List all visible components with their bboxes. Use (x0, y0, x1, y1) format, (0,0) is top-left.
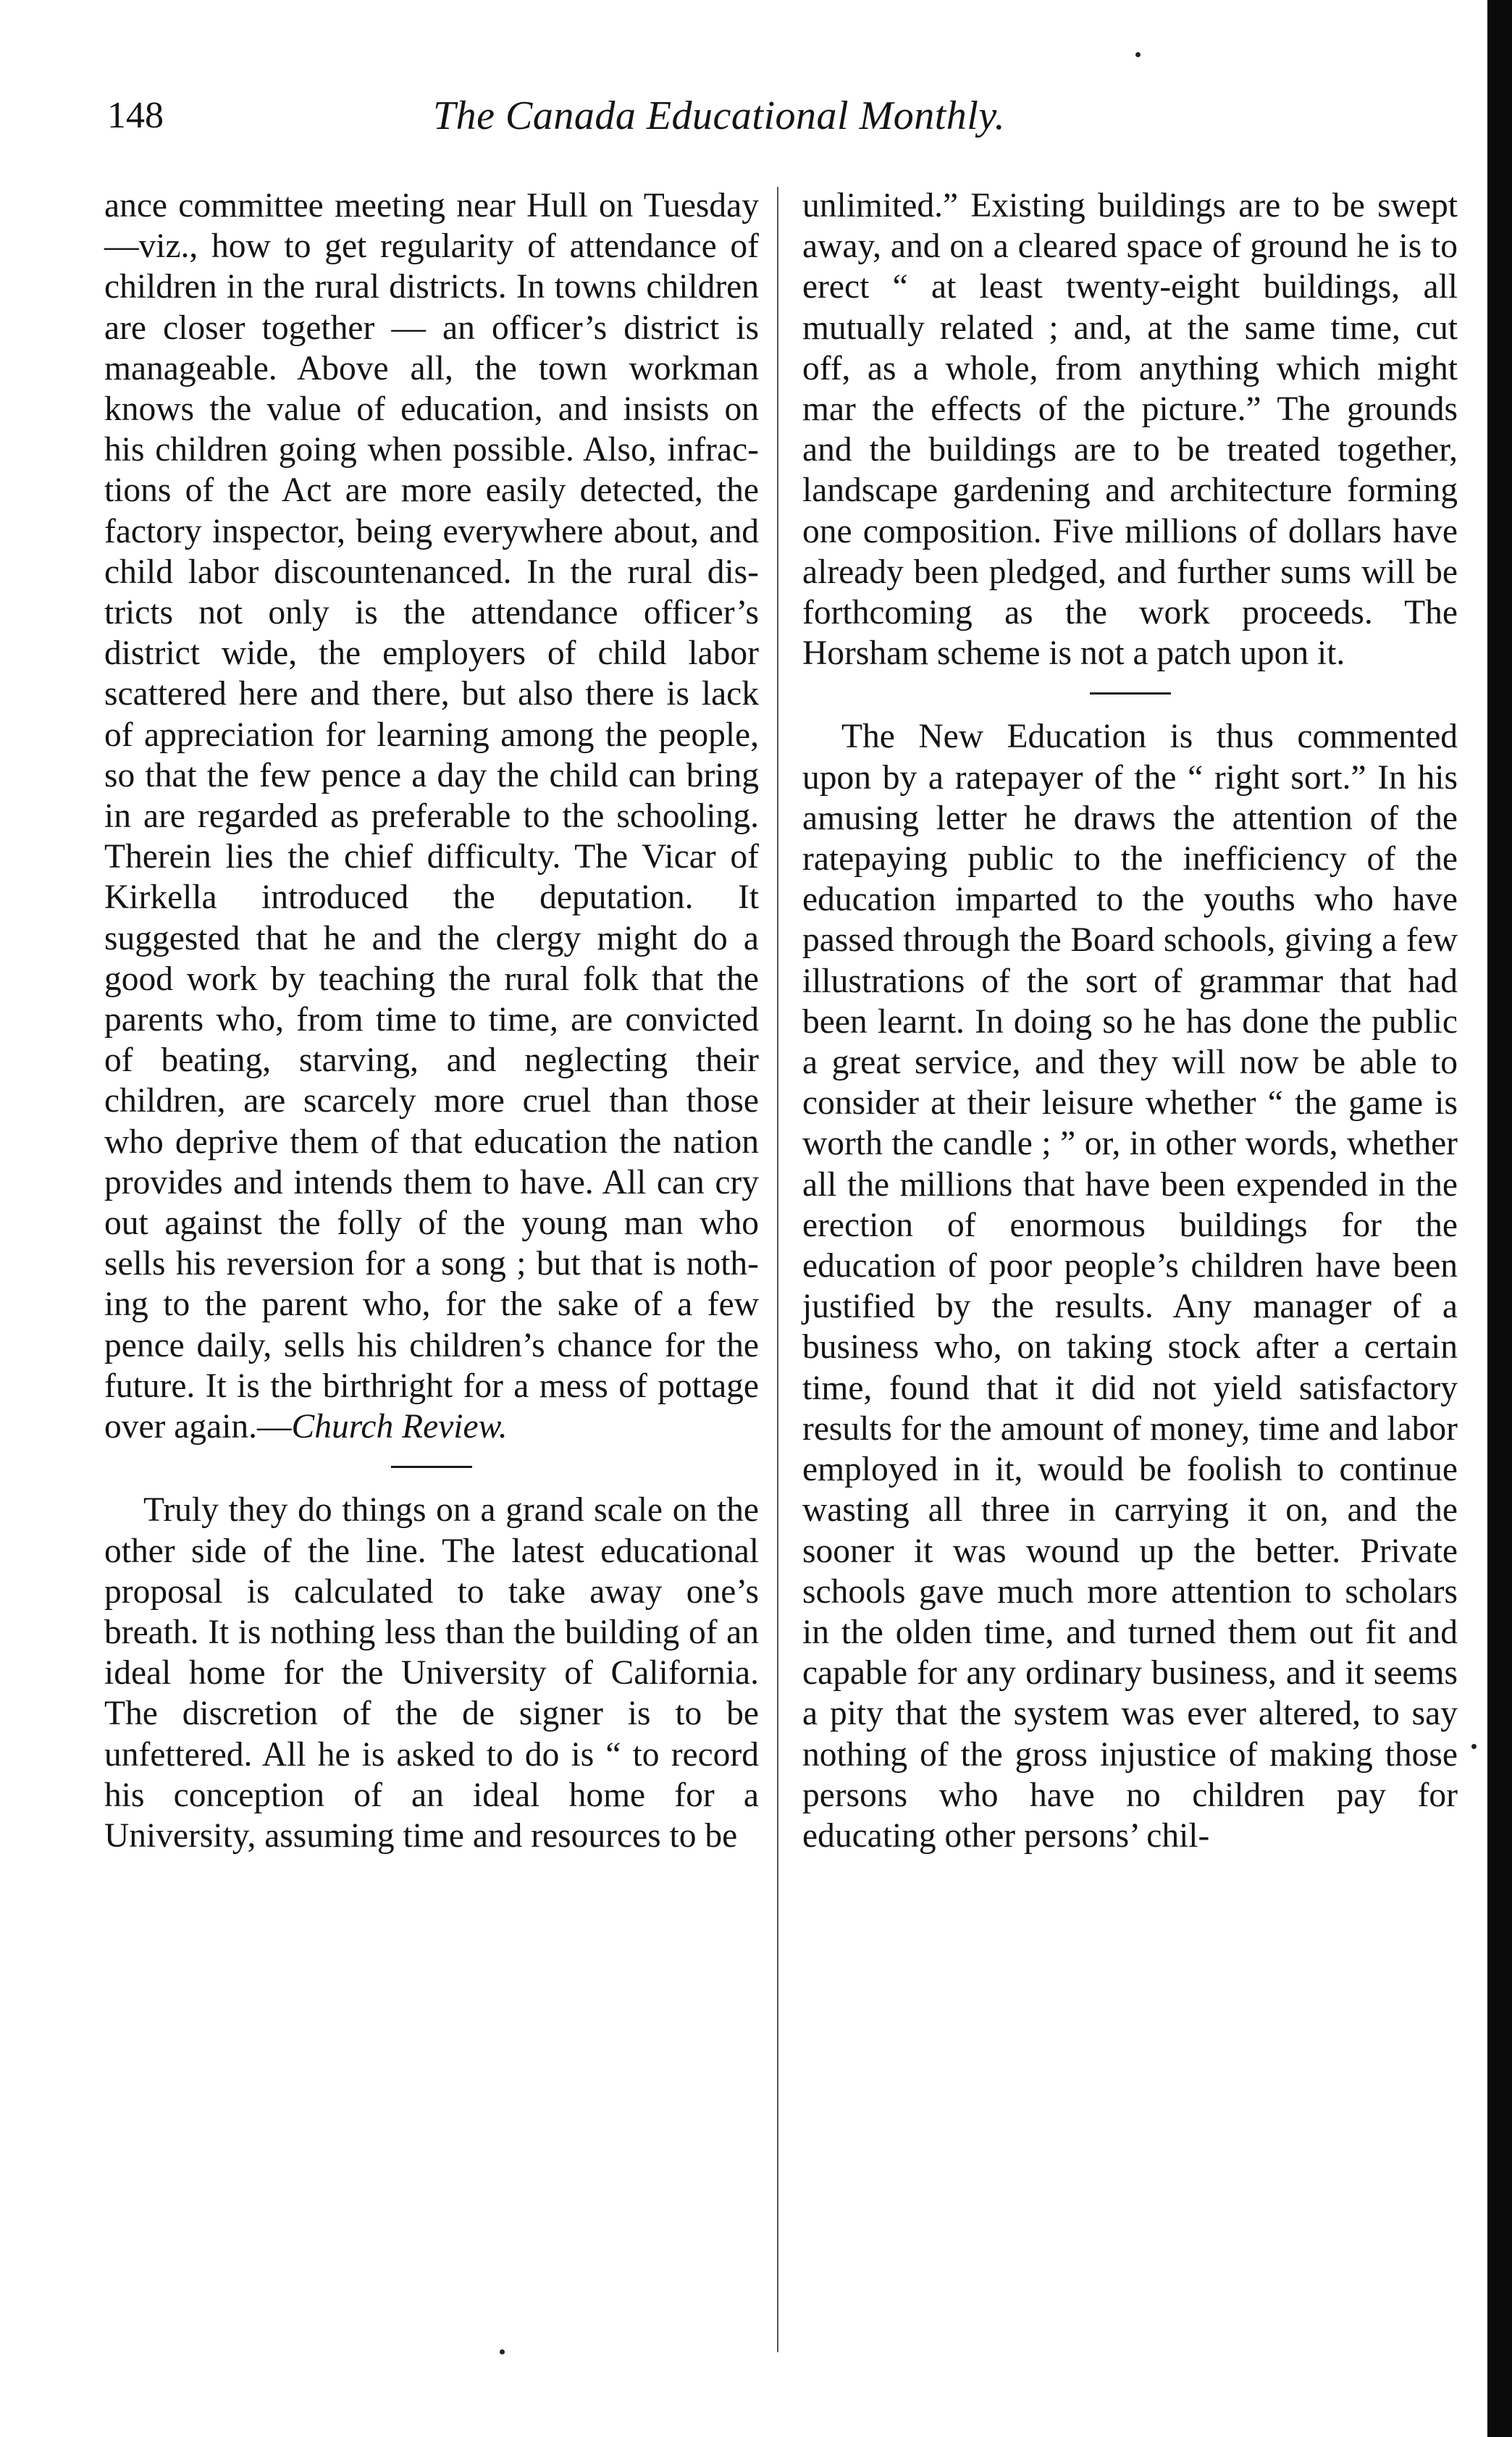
scan-edge-shadow (1487, 0, 1512, 2437)
scan-speck (1471, 1744, 1477, 1749)
section-rule (1090, 692, 1171, 695)
paragraph-university-continued: unlimited.” Existing buildings are to be swept away, and on a cleared space of ground he is to erect “ at least twenty-eight buildings, all mutually related ; and, at the same time, cut off, as a whole, from anything which might mar the effects of the picture.” The grounds and the buildings are to be treated together, landscape gardening and architecture forming one composition. Five millions of dollars have already been pledged, and further sums will be forthcoming as the work proceeds. The Horsham scheme is not a patch upon it. (802, 187, 1458, 673)
paragraph-attendance (104, 185, 759, 1447)
scan-speck (1135, 52, 1141, 57)
left-column (104, 185, 759, 1856)
paragraph-new-education: The New Education is thus commented upon by a ratepayer of the “ right sort.” In his amusing letter he draws the attention of the ratepaying public to the inefficiency of the education imparted to the youths who have passed through the Board schools, giving a few illustrations of the sort of grammar that had been learnt. In doing so he has done the public a great service, and they will now be able to consider at their leisure whether “ the game is worth the candle ; ” or, in other words, whether all the millions that have been expended in the erection of enormous buildings for the education of poor people’s children have been justified by the results. Any manager of a business who, on taking stock after a certain time, found that it did not yield satisfactory results for the amount of money, time and labor employed in it, would be foolish to continue wasting all three in carrying it on, and the sooner it was wound up the better. Private schools gave much more attention to scholars in the olden time, and turned them out fit and capable for any ordinary business, and it seems a pity that the system was ever altered, to say nothing of the gross injustice of making those persons who have no children pay for educating other persons’ chil- (802, 718, 1458, 1855)
paragraph-california: Truly they do things on a grand scale on the other side of the line. The latest educational proposal is calculated to take away one’s breath. It is nothing less than the building of an ideal home for the University of California. The discretion of the de signer is to be unfettered. All he is asked to do is “ to record his conception of an ideal home for a University, assuming time and resources to be (104, 1491, 759, 1855)
paragraph-attendance-text: ance committee meeting near Hull on Tuesday—viz., how to get regularity of attendance of children in the rural districts. In towns children are closer together — an officer’s district is manageable. Above all, the town workman knows the value of education, and insists on his children going when possible. Also, infractions of the Act are more easily detected, the factory inspector, being everywhere about, and child labor discountenanced. In the rural districts not only is the attendance officer’s district wide, the employers of child labor scattered here and there, but also there is lack of appreciation for learning among the people, so that the few pence a day the child can bring in are regarded as preferable to the schooling. Therein lies the chief difficulty. The Vicar of Kirkella introduced the deputation. It suggested that he and the clergy might do a good work by teaching the rural folk that the parents who, from time to time, are convicted of beating, starving, and neglecting their children, are scarcely more cruel than those who deprive them of that education the nation provides and intends them to have. All can cry out against the folly of the young man who sells his reversion for a song ; but that is nothing to the parent who, for the sake of a few pence daily, sells his children’s chance for the future. It is the birthright for a mess of pottage over again.— (104, 187, 759, 1446)
running-head: The Canada Educational Monthly. (433, 93, 1006, 138)
page-number: 148 (107, 95, 164, 136)
scan-speck (500, 2349, 505, 2354)
citation-church-review: Church Review. (291, 1408, 508, 1446)
section-rule (391, 1466, 472, 1468)
column-divider (777, 187, 778, 2352)
right-column (802, 185, 1458, 1856)
